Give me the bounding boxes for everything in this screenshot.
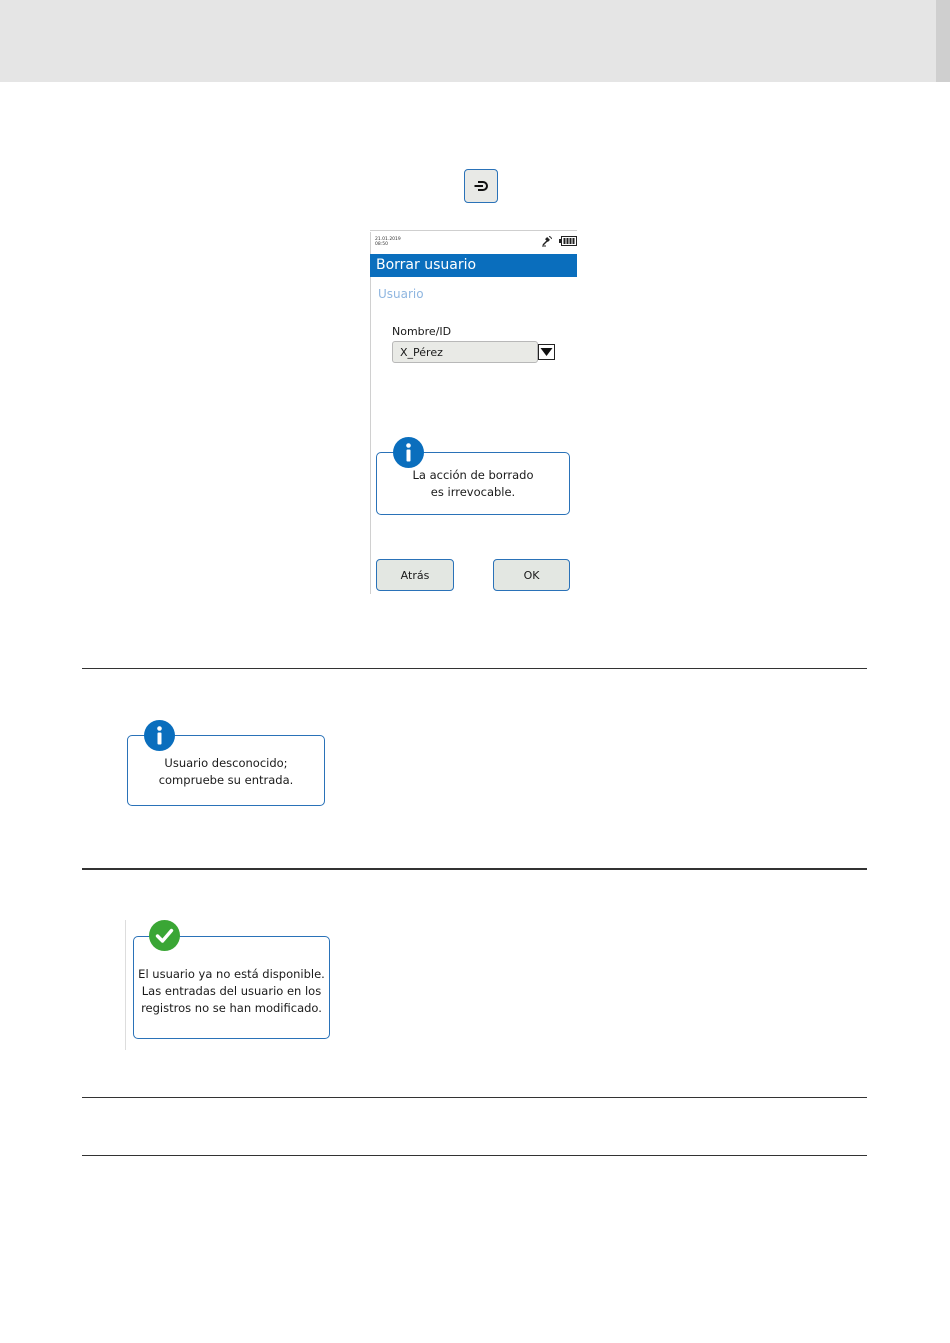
delete-warning-line1: La acción de borrado bbox=[412, 468, 534, 482]
back-button-label: Atrás bbox=[400, 568, 430, 582]
user-removed-line3: registros no se han modificado. bbox=[141, 1001, 322, 1015]
ok-button[interactable] bbox=[493, 559, 570, 591]
status-date: 21.01.2019 bbox=[375, 237, 401, 242]
screen-title-bar bbox=[370, 254, 577, 277]
device-edge-top bbox=[370, 230, 577, 231]
back-button[interactable] bbox=[376, 559, 454, 591]
box-left-edge bbox=[125, 920, 126, 1050]
dropdown-button[interactable] bbox=[538, 344, 555, 360]
ok-button-label: OK bbox=[523, 568, 540, 582]
check-icon bbox=[149, 920, 180, 951]
device-edge-left bbox=[370, 232, 371, 594]
name-id-label: Nombre/ID bbox=[392, 325, 452, 338]
battery-icon bbox=[559, 236, 577, 246]
page-tab-strip bbox=[936, 0, 950, 82]
divider bbox=[82, 868, 867, 870]
dropdown-arrow-icon bbox=[539, 345, 554, 359]
info-icon bbox=[144, 720, 175, 751]
section-label: Usuario bbox=[378, 287, 424, 301]
user-select[interactable] bbox=[392, 341, 538, 363]
user-removed-line2: Las entradas del usuario en los bbox=[141, 984, 322, 998]
unknown-user-line2: compruebe su entrada. bbox=[158, 773, 294, 787]
user-removed-box bbox=[133, 936, 330, 1039]
delete-warning-line2: es irrevocable. bbox=[430, 485, 516, 499]
enter-icon bbox=[473, 179, 489, 193]
header-band bbox=[0, 0, 950, 82]
info-icon bbox=[393, 437, 424, 468]
enter-key-button[interactable] bbox=[464, 169, 498, 203]
unknown-user-line1: Usuario desconocido; bbox=[164, 756, 288, 770]
device-screen bbox=[370, 230, 577, 594]
user-removed-line1: El usuario ya no está disponible. bbox=[138, 967, 325, 981]
screen-title: Borrar usuario bbox=[376, 257, 477, 273]
satellite-signal-icon bbox=[541, 235, 553, 247]
status-time: 08:50 bbox=[375, 242, 388, 247]
divider bbox=[82, 668, 867, 669]
user-select-value: X_Pérez bbox=[400, 346, 443, 359]
divider bbox=[82, 1097, 867, 1098]
divider bbox=[82, 1155, 867, 1156]
